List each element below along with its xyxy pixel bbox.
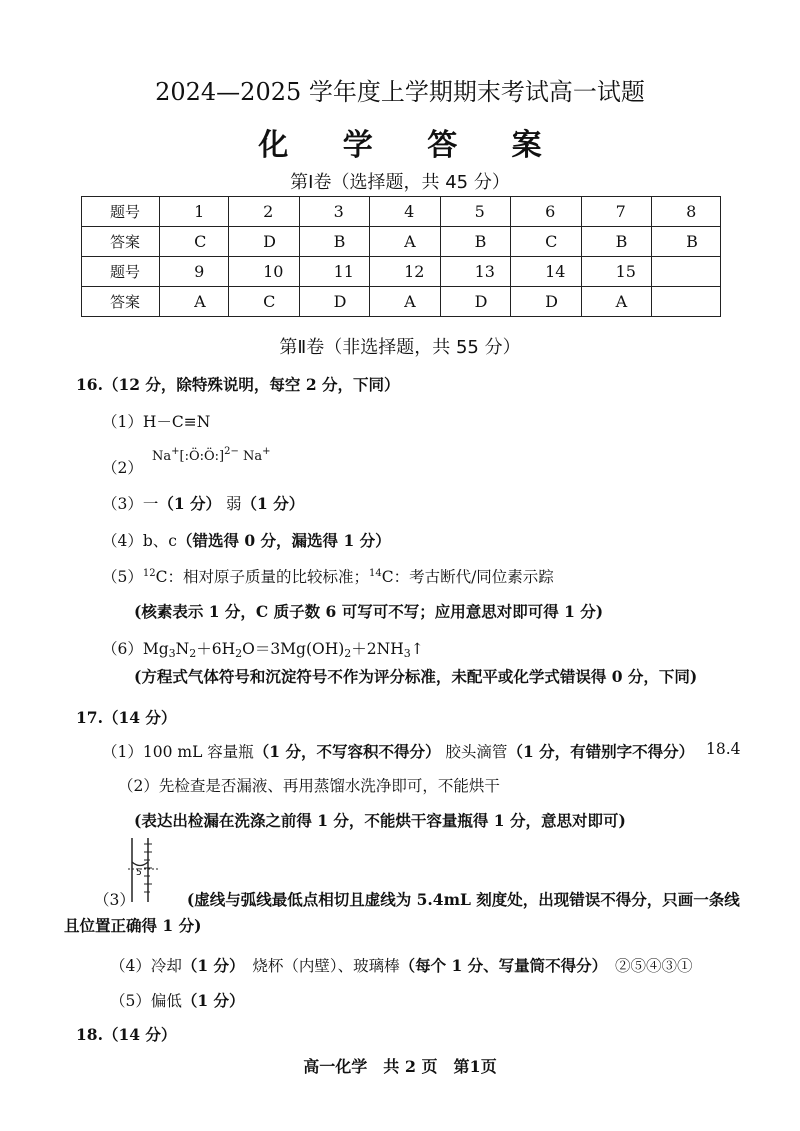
table-cell: 8	[652, 197, 721, 227]
section-1-heading: 第Ⅰ卷（选择题，共 45 分）	[290, 172, 510, 193]
q17-a4-note-2: （每个 1 分、写量筒不得分）	[399, 956, 600, 975]
q17-a3-label: （3）	[94, 891, 135, 909]
table-cell: D	[229, 227, 300, 257]
answer-table	[81, 196, 721, 317]
eq-n: N	[175, 640, 190, 658]
peroxide-ion: [:Ö:Ö:]	[179, 449, 225, 464]
mass-number-12: 12	[142, 568, 156, 579]
exam-title: 2024—2025 学年度上学期期末考试高一试题	[155, 78, 645, 106]
q16-answer-2-formula	[152, 446, 271, 464]
table-cell: 3	[299, 197, 370, 227]
table-row	[82, 287, 721, 317]
table-cell: 15	[581, 257, 652, 287]
q16-answer-3	[102, 492, 304, 514]
table-cell: 7	[581, 197, 652, 227]
q17-a3-note: (虚线与弧线最低点相切且虚线为 5.4mL 刻度处，出现错误不得分，只画一条线	[186, 890, 740, 909]
table-cell: B	[581, 227, 652, 257]
table-cell	[652, 287, 721, 317]
table-cell: A	[370, 227, 441, 257]
q16-a4-text: （4）b、c	[102, 532, 177, 550]
eq-sub-2: 2	[189, 647, 197, 660]
table-cell: A	[370, 287, 441, 317]
charge-plus-left: +	[171, 446, 180, 457]
q16-a5-label: （5）	[102, 568, 143, 586]
gas-arrow: ↑	[410, 640, 424, 658]
table-cell: 12	[370, 257, 441, 287]
table-cell: B	[440, 227, 511, 257]
table-cell: D	[299, 287, 370, 317]
page-footer: 高一化学 共 2 页 第1页	[303, 1057, 497, 1076]
q17-answer-3-note-cont: 且位置正确得 1 分)	[64, 916, 202, 935]
table-row	[82, 197, 721, 227]
charge-plus-right: +	[262, 446, 271, 457]
charge-2-minus: 2−	[224, 446, 239, 457]
q16-answer-4	[102, 529, 391, 551]
eq-sub-1: 3	[168, 647, 176, 660]
table-cell: 4	[370, 197, 441, 227]
subject-title: 化 学 答 案	[258, 128, 564, 163]
q17-a4-note-1: （1 分）	[181, 956, 237, 975]
table-cell: 10	[229, 257, 300, 287]
table-cell	[652, 257, 721, 287]
q16-a4-note: （错选得 0 分，漏选得 1 分）	[176, 531, 391, 550]
table-cell: C	[229, 287, 300, 317]
q17-heading: 17.（14 分）	[76, 708, 177, 727]
row-header-cell: 答案	[82, 287, 160, 317]
eq-sub-4: 2	[344, 647, 352, 660]
table-row	[82, 227, 721, 257]
q17-answer-2: （2）先检查是否漏液、再用蒸馏水洗净即可，不能烘干	[118, 777, 500, 795]
table-cell: 9	[160, 257, 229, 287]
q17-answer-2-note: (表达出检漏在洗涤之前得 1 分，不能烘干容量瓶得 1 分，意思对即可)	[134, 811, 626, 830]
table-cell: 14	[511, 257, 582, 287]
section-2-heading: 第Ⅱ卷（非选择题，共 55 分）	[279, 337, 521, 358]
q17-answer-1-value: 18.4	[706, 740, 741, 758]
q16-heading: 16.（12 分，除特殊说明，每空 2 分，下同）	[76, 375, 400, 394]
q18-heading: 18.（14 分）	[76, 1025, 177, 1044]
q17-a4-text: （4）冷却	[110, 957, 182, 975]
q17-a4-text-2: 烧杯（内壁）、玻璃棒	[252, 957, 400, 975]
q17-a1-note-1: （1 分，不写容积不得分）	[253, 742, 441, 761]
q17-a1-note-2: （1 分，有错别字不得分）	[507, 742, 695, 761]
eq-hydroxide: O＝3Mg(OH)	[242, 640, 345, 658]
table-cell: 13	[440, 257, 511, 287]
q16-a5-text-1: C：相对原子质量的比较标准；	[155, 568, 369, 586]
table-cell: C	[160, 227, 229, 257]
table-cell: 1	[160, 197, 229, 227]
q17-a1-text: （1）100 mL 容量瓶	[102, 743, 254, 761]
q16-a5-text-2: C：考古断代/同位素示踪	[381, 568, 554, 586]
table-row	[82, 257, 721, 287]
eq-sub-5: 3	[403, 647, 411, 660]
sodium-ion-right: Na	[243, 449, 263, 464]
table-cell: C	[511, 227, 582, 257]
q16-a3-note-2: （1 分）	[241, 494, 305, 513]
q16-answer-5	[102, 565, 554, 587]
table-cell: B	[652, 227, 721, 257]
q16-answer-6	[102, 637, 424, 660]
q16-answer-6-note: (方程式气体符号和沉淀符号不作为评分标准，未配平或化学式错误得 0 分，下同)	[134, 667, 698, 686]
table-cell: 6	[511, 197, 582, 227]
mass-number-14: 14	[368, 568, 382, 579]
eq-mg: （6）Mg	[102, 640, 169, 658]
q16-answer-5-note: (核素表示 1 分，C 质子数 6 可写可不写；应用意思对即可得 1 分)	[134, 602, 604, 621]
eq-water: ＋6H	[196, 640, 236, 658]
q16-answer-1: （1）H－C≡N	[102, 413, 211, 431]
q16-a3-text-2: 弱	[226, 495, 242, 513]
tick-label-5: 5	[136, 868, 142, 878]
eq-sub-3: 2	[235, 647, 243, 660]
meniscus-curve	[132, 862, 148, 866]
table-cell: 2	[229, 197, 300, 227]
row-header-cell: 题号	[82, 197, 160, 227]
table-cell: 5	[440, 197, 511, 227]
q17-answer-4	[110, 954, 692, 976]
row-header-cell: 题号	[82, 257, 160, 287]
q17-a5-text: （5）偏低	[110, 992, 182, 1010]
q17-answer-1	[102, 740, 694, 762]
q16-answer-2-label: （2）	[102, 459, 143, 477]
row-header-cell: 答案	[82, 227, 160, 257]
q17-answer-3	[94, 888, 740, 910]
q16-a3-note-1: （1 分）	[158, 494, 222, 513]
table-cell: B	[299, 227, 370, 257]
q17-answer-5	[110, 989, 245, 1011]
q17-a5-note: （1 分）	[181, 991, 245, 1010]
eq-ammonia: ＋2NH	[351, 640, 404, 658]
table-cell: D	[511, 287, 582, 317]
q16-a3-text: （3）一	[102, 495, 159, 513]
q17-a1-text-2: 胶头滴管	[445, 743, 508, 761]
q17-a4-order: ②⑤④③①	[614, 957, 693, 975]
table-cell: A	[160, 287, 229, 317]
table-cell: 11	[299, 257, 370, 287]
sodium-ion-left: Na	[152, 449, 172, 464]
table-cell: A	[581, 287, 652, 317]
table-cell: D	[440, 287, 511, 317]
